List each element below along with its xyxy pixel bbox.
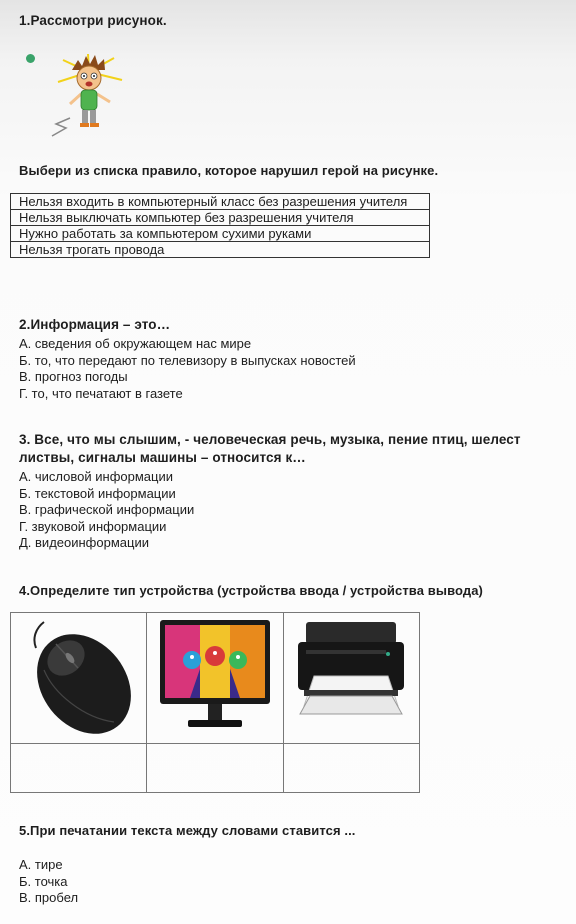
q1-instruction: Выбери из списка правило, которое нарушил герой на рисунке.	[19, 163, 439, 178]
option-d[interactable]: Г. то, что печатают в газете	[19, 385, 183, 401]
option-b[interactable]: Б. текстовой информации	[19, 485, 176, 501]
table-row	[11, 194, 430, 210]
monitor-cell	[147, 613, 283, 744]
table-row	[11, 210, 430, 226]
shocked-boy-illustration	[48, 52, 130, 144]
table-row	[11, 613, 420, 744]
monitor-image	[150, 614, 280, 738]
rule-cell[interactable]: Нельзя трогать провода	[11, 242, 430, 258]
q2-options	[19, 336, 356, 402]
answer-cell-mouse[interactable]	[11, 744, 147, 793]
option-c[interactable]: В. графической информации	[19, 502, 195, 517]
mouse-cell	[11, 613, 147, 744]
q5-options	[19, 857, 78, 907]
answer-cell-monitor[interactable]	[147, 744, 283, 793]
table-row	[11, 242, 430, 258]
option-c[interactable]: В. пробел	[19, 890, 79, 905]
rules-table	[10, 193, 430, 258]
rule-cell[interactable]: Нужно работать за компьютером сухими руками	[11, 226, 430, 242]
option-c[interactable]: В. прогноз погоды	[19, 369, 128, 384]
table-row	[11, 226, 430, 242]
mouse-image	[14, 614, 144, 738]
option-a[interactable]: А. числовой информации	[19, 469, 173, 484]
printer-cell	[283, 613, 419, 744]
table-row	[11, 744, 420, 793]
bullet-dot	[26, 54, 35, 63]
q2-title: 2.Информация – это…	[19, 317, 171, 332]
option-a[interactable]: А. тире	[19, 857, 63, 872]
devices-table	[10, 612, 420, 793]
option-a[interactable]: А. сведения об окружающем нас мире	[19, 336, 252, 351]
q3-options	[19, 469, 194, 552]
option-e[interactable]: Д. видеоинформации	[19, 535, 149, 550]
option-b[interactable]: Б. то, что передают по телевизору в выпусках новостей	[19, 352, 356, 368]
rule-cell[interactable]: Нельзя входить в компьютерный класс без разрешения учителя	[11, 194, 430, 210]
q5-title: 5.При печатании текста между словами ставится ...	[19, 823, 356, 838]
option-b[interactable]: Б. точка	[19, 873, 68, 889]
rule-cell[interactable]: Нельзя выключать компьютер без разрешения учителя	[11, 210, 430, 226]
option-d[interactable]: Г. звуковой информации	[19, 518, 167, 534]
q3-title-line1: 3. Все, что мы слышим, - человеческая речь, музыка, пение птиц, шелест	[19, 432, 521, 447]
q4-title: 4.Определите тип устройства (устройства ввода / устройства вывода)	[19, 583, 483, 598]
answer-cell-printer[interactable]	[283, 744, 419, 793]
q3-title-line2: листвы, сигналы машины – относится к…	[19, 450, 306, 465]
printer-image	[286, 614, 416, 738]
q1-title: 1.Рассмотри рисунок.	[19, 13, 167, 28]
